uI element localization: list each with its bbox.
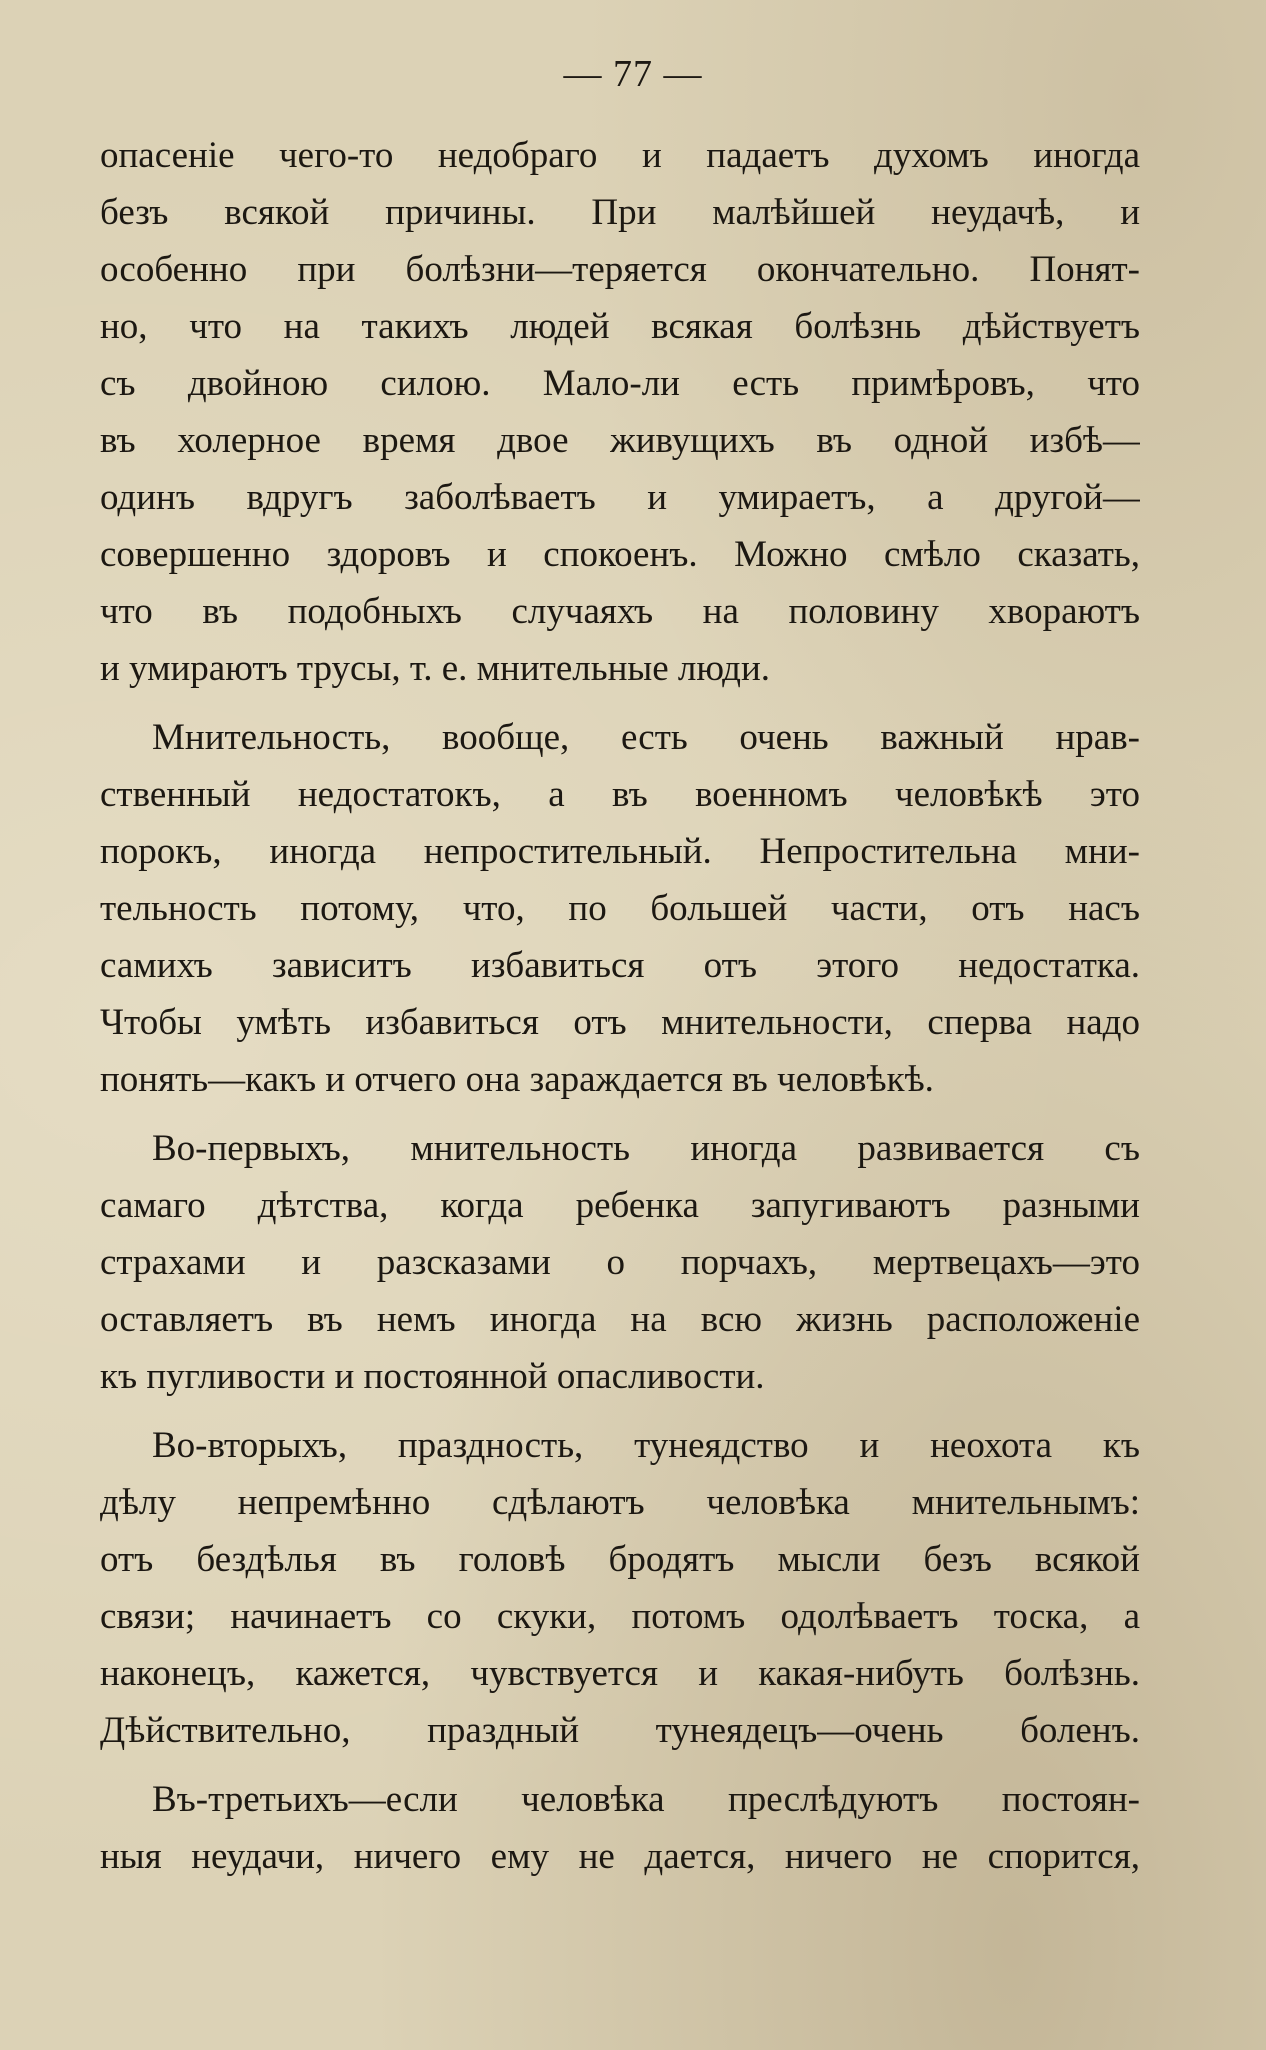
paragraph-1	[100, 127, 1140, 697]
text-line: Въ-третьихъ—если человѣка преслѣдуютъ постоян-	[152, 1779, 1140, 1820]
text-line: особенно при болѣзни—теряется окончательно. Понят-	[100, 249, 1140, 290]
text-line: и умираютъ трусы, т. е. мнительные люди.	[100, 648, 771, 689]
text-line: опасеніе чего-то недобраго и падаетъ духомъ иногда	[100, 135, 1140, 176]
page-number: — 77 —	[563, 53, 703, 95]
text-line: порокъ, иногда непростительный. Непростительна мни-	[100, 831, 1140, 872]
paragraph-4	[100, 1417, 1140, 1759]
body-text	[100, 127, 1140, 1885]
text-line: отъ бездѣлья въ головѣ бродятъ мысли безъ всякой	[100, 1539, 1140, 1580]
text-line: Дѣйствительно, праздный тунеядецъ—очень боленъ.	[100, 1710, 1140, 1751]
text-line: ственный недостатокъ, а въ военномъ человѣкѣ это	[100, 774, 1140, 815]
text-line: тельность потому, что, по большей части, отъ насъ	[100, 888, 1140, 929]
paragraph-3	[100, 1120, 1140, 1405]
text-line: Чтобы умѣть избавиться отъ мнительности, сперва надо	[100, 1002, 1140, 1043]
text-line: страхами и разсказами о порчахъ, мертвецахъ—это	[100, 1242, 1140, 1283]
text-line: въ холерное время двое живущихъ въ одной избѣ—	[100, 420, 1140, 461]
text-line: безъ всякой причины. При малѣйшей неудачѣ, и	[100, 192, 1140, 233]
text-line: связи; начинаетъ со скуки, потомъ одолѣваетъ тоска, а	[100, 1596, 1140, 1637]
text-line: съ двойною силою. Мало-ли есть примѣровъ, что	[100, 363, 1140, 404]
text-line: но, что на такихъ людей всякая болѣзнь дѣйствуетъ	[100, 306, 1140, 347]
text-line: Во-первыхъ, мнительность иногда развивается съ	[152, 1128, 1140, 1169]
text-line: Во-вторыхъ, праздность, тунеядство и неохота къ	[152, 1425, 1140, 1466]
text-line: наконецъ, кажется, чувствуется и какая-нибуть болѣзнь.	[100, 1653, 1140, 1694]
text-line: самаго дѣтства, когда ребенка запугиваютъ разными	[100, 1185, 1140, 1226]
paragraph-2	[100, 709, 1140, 1108]
text-line: къ пугливости и постоянной опасливости.	[100, 1356, 765, 1397]
text-line: оставляетъ въ немъ иногда на всю жизнь расположеніе	[100, 1299, 1140, 1340]
text-line: совершенно здоровъ и спокоенъ. Можно смѣло сказать,	[100, 534, 1140, 575]
text-line: самихъ зависитъ избавиться отъ этого недостатка.	[100, 945, 1140, 986]
text-line: одинъ вдругъ заболѣваетъ и умираетъ, а другой—	[100, 477, 1140, 518]
text-line: понять—какъ и отчего она зараждается въ человѣкѣ.	[100, 1059, 934, 1100]
text-line: ныя неудачи, ничего ему не дается, ничего не спорится,	[100, 1836, 1140, 1877]
paragraph-5	[100, 1771, 1140, 1885]
text-line: что въ подобныхъ случаяхъ на половину хвораютъ	[100, 591, 1140, 632]
text-line: Мнительность, вообще, есть очень важный нрав-	[152, 717, 1140, 758]
text-line: дѣлу непремѣнно сдѣлаютъ человѣка мнительнымъ:	[100, 1482, 1140, 1523]
